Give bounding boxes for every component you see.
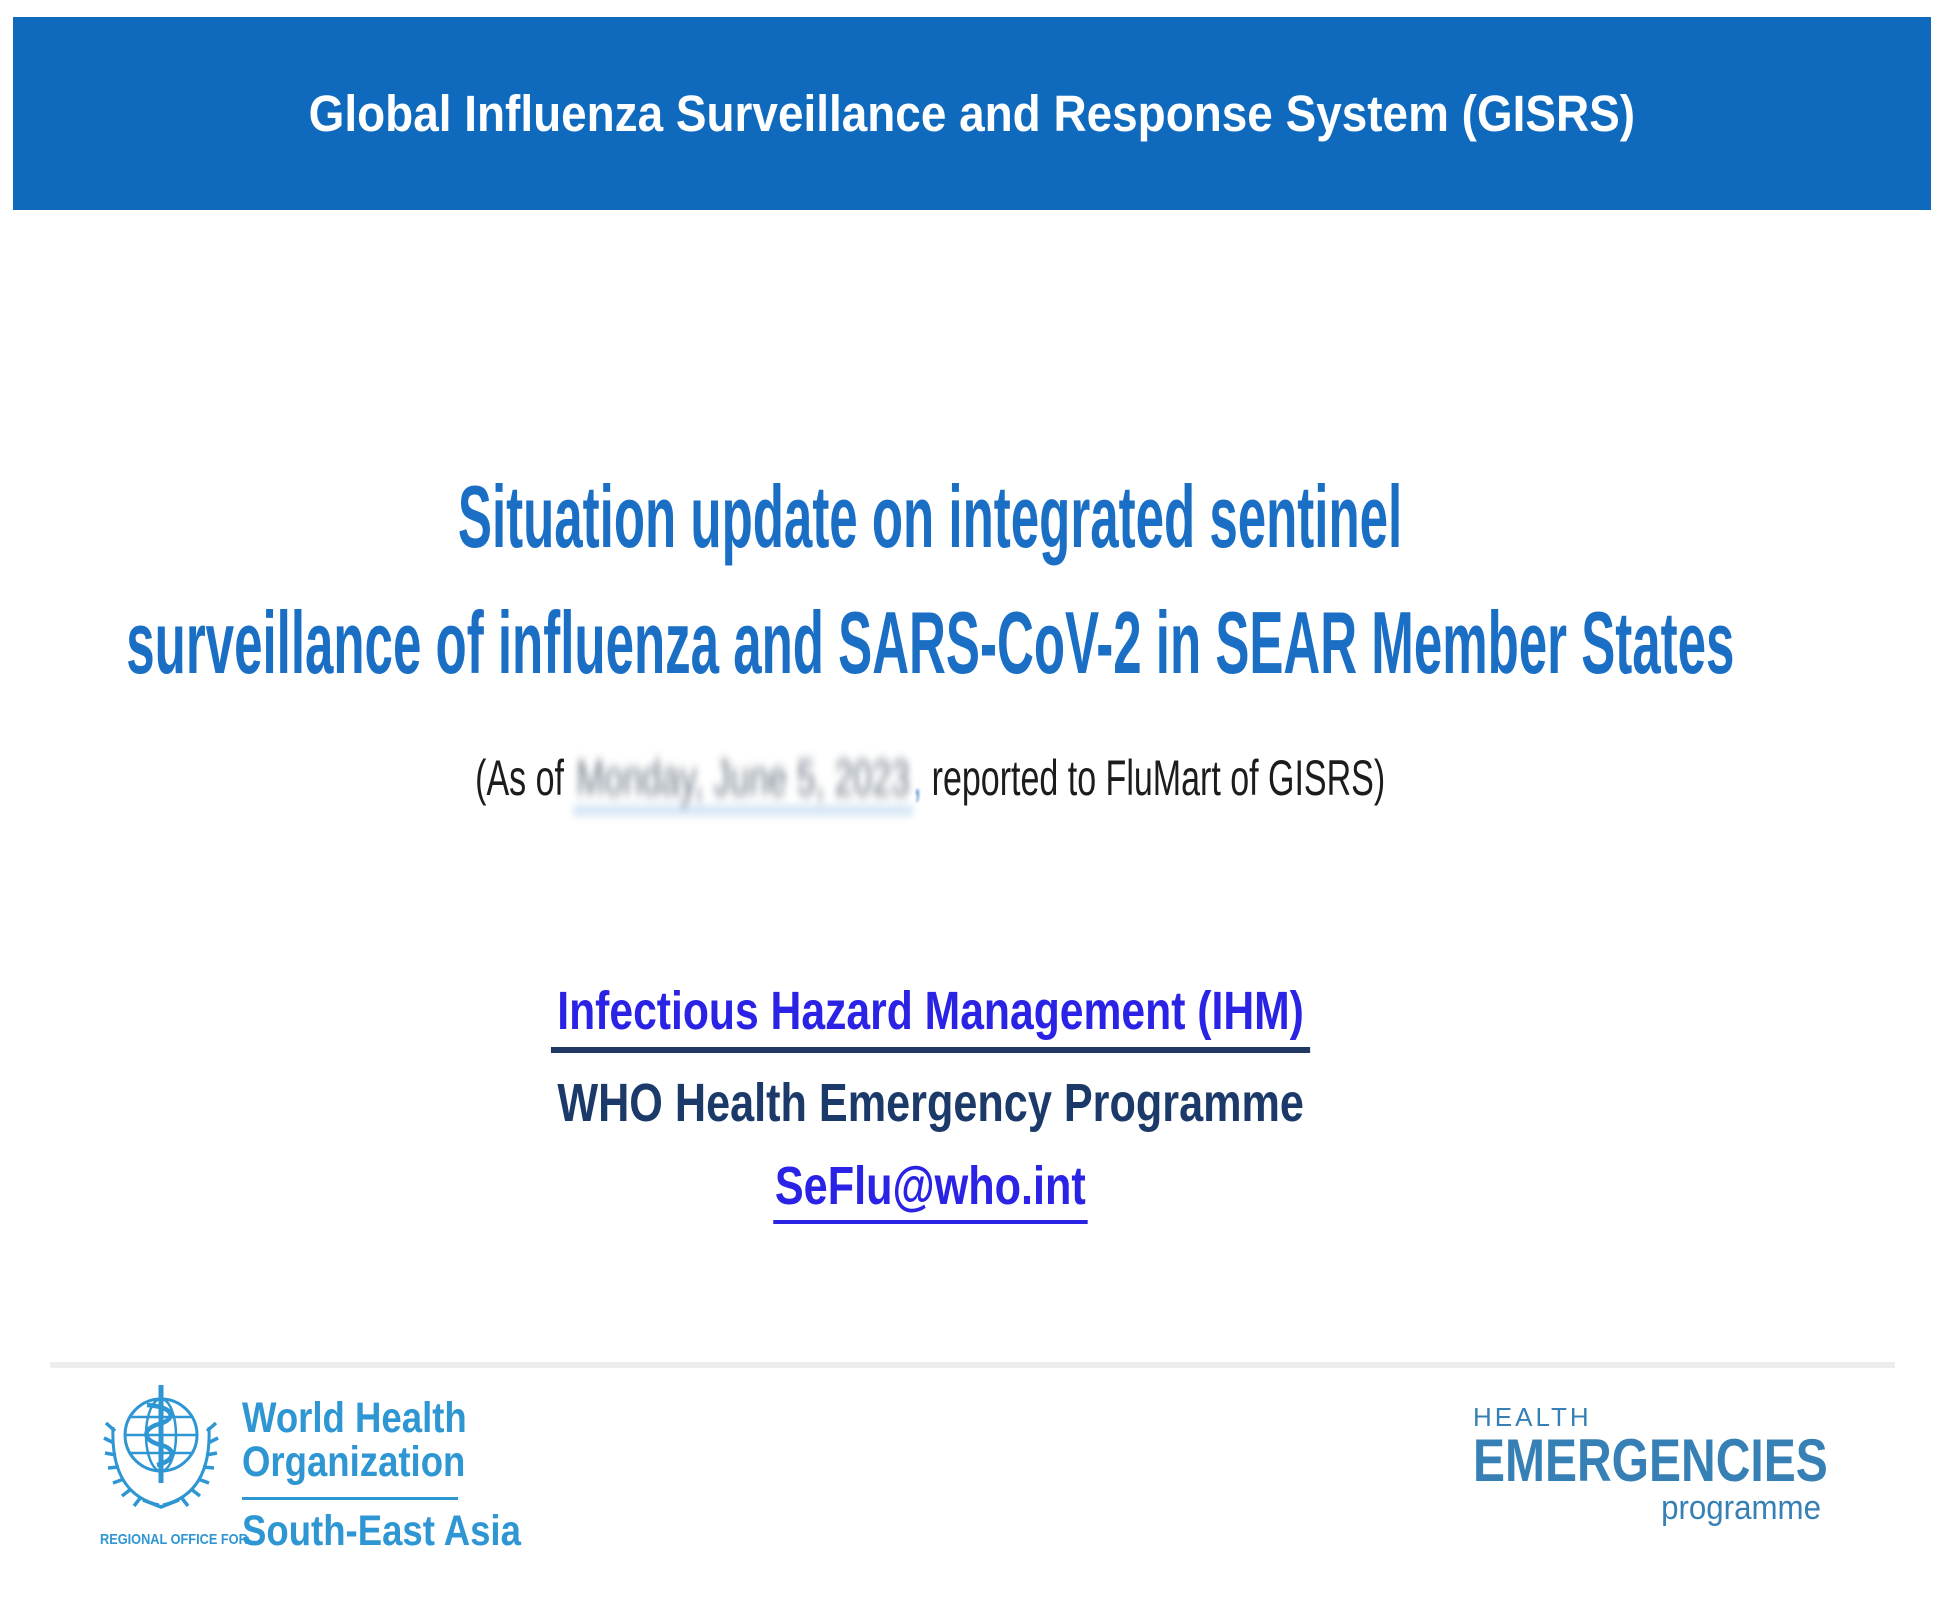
he-logo-line-1: HEALTH bbox=[1473, 1402, 1592, 1432]
ihm-link-row bbox=[0, 980, 1861, 1047]
blurred-date: Monday, June 5, 2023 bbox=[574, 749, 913, 813]
who-searo-logo bbox=[100, 1383, 570, 1553]
he-logo-line-3: programme bbox=[1661, 1489, 1821, 1527]
page-title-line-1: Situation update on integrated sentinel bbox=[458, 467, 1403, 566]
footer-divider bbox=[50, 1362, 1895, 1368]
programme-row bbox=[0, 1072, 1861, 1134]
who-name-line-1: World Health bbox=[242, 1394, 467, 1442]
who-emblem-icon bbox=[100, 1383, 222, 1509]
subtitle-comma: , bbox=[913, 750, 923, 806]
subtitle-prefix: (As of bbox=[475, 750, 574, 806]
header-banner bbox=[13, 17, 1931, 210]
who-logo-rule bbox=[242, 1497, 458, 1500]
he-logo-line-2: EMERGENCIES bbox=[1473, 1427, 1828, 1494]
subtitle-suffix: reported to FluMart of GISRS) bbox=[922, 750, 1386, 806]
email-link[interactable]: SeFlu@who.int bbox=[773, 1155, 1087, 1224]
programme-label: WHO Health Emergency Programme bbox=[557, 1073, 1304, 1133]
who-region-label: South-East Asia bbox=[242, 1507, 521, 1555]
banner-title: Global Influenza Surveillance and Response System (GISRS) bbox=[308, 85, 1636, 142]
email-link-row bbox=[0, 1155, 1861, 1220]
who-name-line-2: Organization bbox=[242, 1438, 466, 1486]
who-office-label: REGIONAL OFFICE FOR bbox=[100, 1531, 248, 1548]
ihm-link[interactable]: Infectious Hazard Management (IHM) bbox=[551, 980, 1310, 1053]
page-title-line-2: surveillance of influenza and SARS-CoV-2 in SEAR Member States bbox=[126, 593, 1735, 692]
health-emergencies-logo bbox=[1473, 1402, 1828, 1527]
subtitle bbox=[0, 745, 1861, 817]
